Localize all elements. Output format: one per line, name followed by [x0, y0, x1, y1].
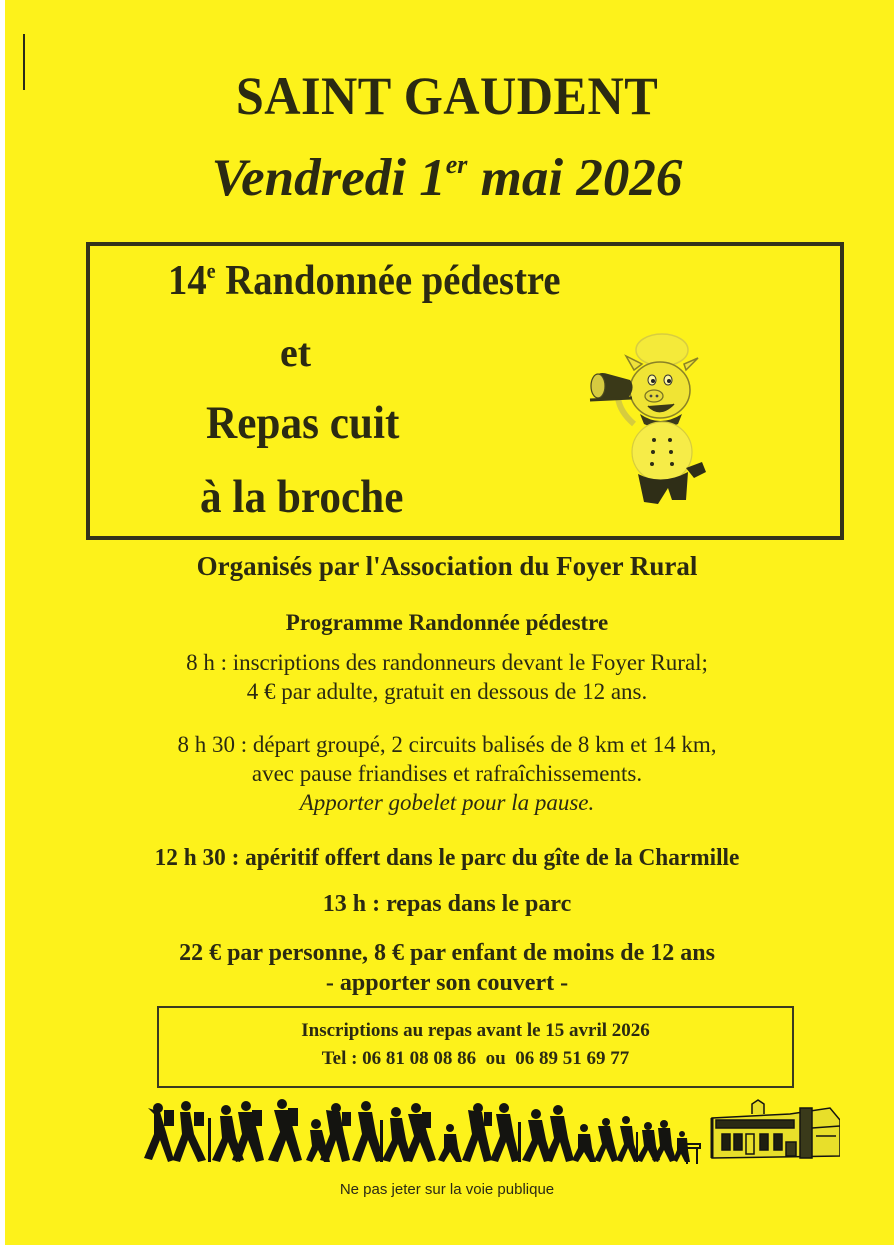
hiker-group-1 [144, 1099, 330, 1162]
hike-departure: 8 h 30 : départ groupé, 2 circuits balisés de 8 km et 14 km, [177, 732, 717, 757]
meal-title-line2: à la broche [200, 471, 404, 523]
date-ordinal: er [445, 150, 468, 179]
hikers-illustration-icon [140, 1098, 840, 1170]
hike-cup-note: Apporter gobelet pour la pause. [299, 790, 595, 815]
chef-pig-icon [582, 328, 722, 508]
event-box [86, 242, 844, 540]
hike-program-title: Programme Randonnée pédestre [285, 610, 609, 635]
town-title: SAINT GAUDENT [235, 66, 659, 126]
foyer-rural-building-icon [712, 1100, 840, 1158]
hike-registration-time: 8 h : inscriptions des randonneurs devant le Foyer Rural; [186, 650, 708, 675]
conjunction: et [280, 330, 312, 375]
hike-title: Randonnée pédestre [215, 258, 561, 304]
registration-phone: Tel : 06 81 08 08 86 ou 06 89 51 69 77 [321, 1048, 630, 1069]
event-title [168, 256, 561, 306]
cutlery-note: - apporter son couvert - [325, 970, 569, 996]
aperitif-time: 12 h 30 : apéritif offert dans le parc du gîte de la Charmille [154, 845, 740, 871]
scan-margin-mark [23, 34, 25, 90]
registration-deadline: Inscriptions au repas avant le 15 avril 2026 [301, 1020, 650, 1041]
meal-price: 22 € par personne, 8 € par enfant de moins de 12 ans [179, 940, 715, 966]
registration-box [157, 1006, 794, 1088]
meal-time: 13 h : repas dans le parc [322, 891, 572, 917]
hiker-group-4 [594, 1116, 690, 1162]
footer-notice: Ne pas jeter sur la voie publique [339, 1181, 555, 1198]
edition-number: 14 [168, 258, 207, 304]
edition-ordinal: e [206, 258, 216, 283]
hike-break: avec pause friandises et rafraîchissements. [251, 761, 643, 786]
date-day: Vendredi 1 [211, 149, 446, 207]
organizer: Organisés par l'Association du Foyer Rural [196, 551, 698, 581]
hiker-group-2 [320, 1101, 462, 1162]
sign-icon [684, 1144, 700, 1164]
meal-title-line1: Repas cuit [206, 397, 400, 449]
date-month-year: mai 2026 [467, 149, 683, 207]
hike-price: 4 € par adulte, gratuit en dessous de 12 ans. [246, 679, 648, 704]
hiker-group-3 [462, 1103, 596, 1162]
event-date [0, 148, 894, 208]
